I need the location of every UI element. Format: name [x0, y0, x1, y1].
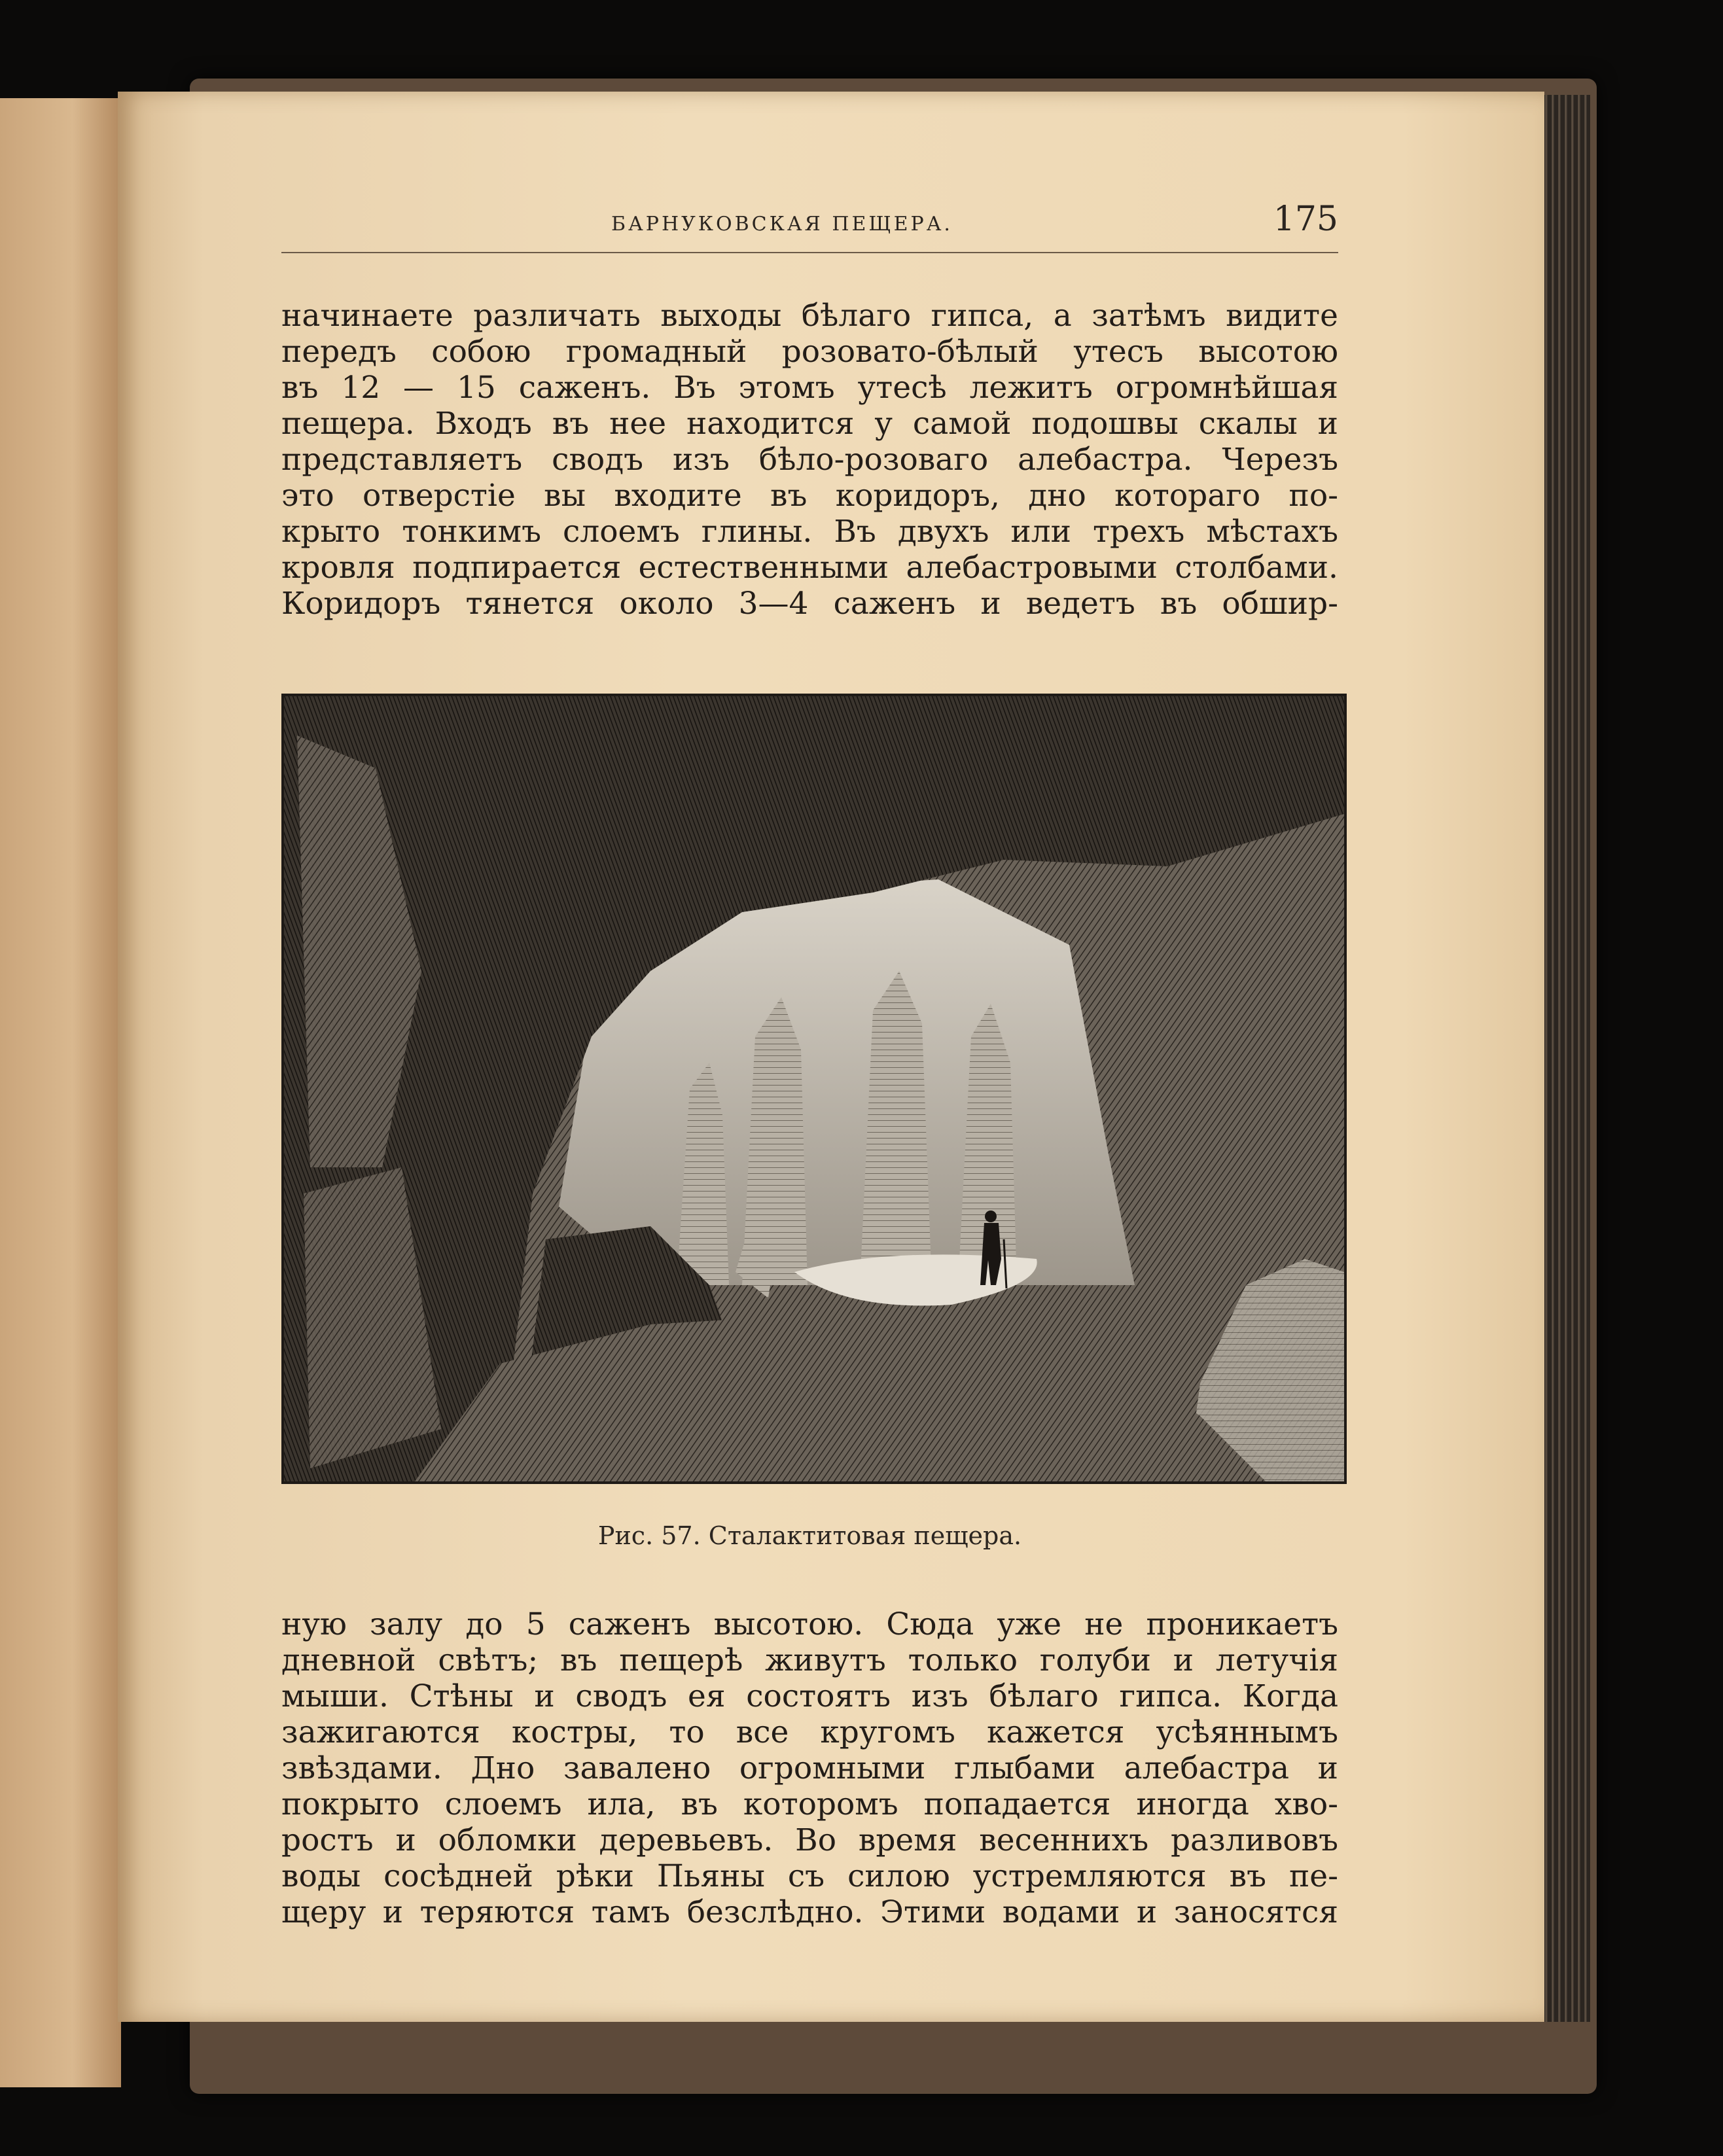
text-line: щеру и теряются тамъ безслѣдно. Этими водами и заносятся	[281, 1894, 1338, 1930]
text-line: кровля подпирается естественными алебастровыми столбами.	[281, 550, 1338, 586]
text-line: начинаете различать выходы бѣлаго гипса, а затѣмъ видите	[281, 298, 1338, 334]
page-edges	[1541, 95, 1590, 2022]
text-line: крыто тонкимъ слоемъ глины. Въ двухъ или трехъ мѣстахъ	[281, 514, 1338, 550]
text-line: воды сосѣдней рѣки Пьяны съ силою устремляются въ пе-	[281, 1858, 1338, 1894]
page-header	[281, 200, 1338, 253]
text-line: представляетъ сводъ изъ бѣло-розоваго алебастра. Черезъ	[281, 442, 1338, 478]
figure-caption: Рис. 57. Сталактитовая пещера.	[597, 1521, 1022, 1550]
text-line: пещера. Входъ въ нее находится у самой подошвы скалы и	[281, 406, 1338, 442]
text-line: зажигаются костры, то все кругомъ кажется усѣяннымъ	[281, 1714, 1338, 1750]
text-line: мыши. Стѣны и сводъ ея состоятъ изъ бѣлаго гипса. Когда	[281, 1678, 1338, 1714]
text-line: передъ собою громадный розовато-бѣлый утесъ высотою	[281, 334, 1338, 370]
text-line: Коридоръ тянется около 3—4 саженъ и ведетъ въ обшир-	[281, 586, 1338, 622]
paragraph-above	[281, 298, 1338, 622]
text-line: ную залу до 5 саженъ высотою. Сюда уже не проникаетъ	[281, 1606, 1338, 1642]
left-page-edge	[0, 98, 121, 2087]
text-line: покрыто слоемъ ила, въ которомъ попадается иногда хво-	[281, 1786, 1338, 1822]
paragraph-below	[281, 1606, 1338, 1930]
text-line: дневной свѣтъ; въ пещерѣ живутъ только голуби и летучія	[281, 1642, 1338, 1678]
text-line: это отверстіе вы входите въ коридоръ, дно котораго по-	[281, 478, 1338, 514]
page-number: 175	[1273, 200, 1338, 239]
text-line: ростъ и обломки деревьевъ. Во время весеннихъ разливовъ	[281, 1822, 1338, 1858]
text-line: въ 12 — 15 саженъ. Въ этомъ утесѣ лежитъ огромнѣйшая	[281, 370, 1338, 406]
cave-engraving	[281, 694, 1347, 1484]
text-line: звѣздами. Дно завалено огромными глыбами алебастра и	[281, 1750, 1338, 1786]
cave-illustration	[284, 696, 1344, 1481]
running-title: БАРНУКОВСКАЯ ПЕЩЕРА.	[611, 213, 953, 236]
